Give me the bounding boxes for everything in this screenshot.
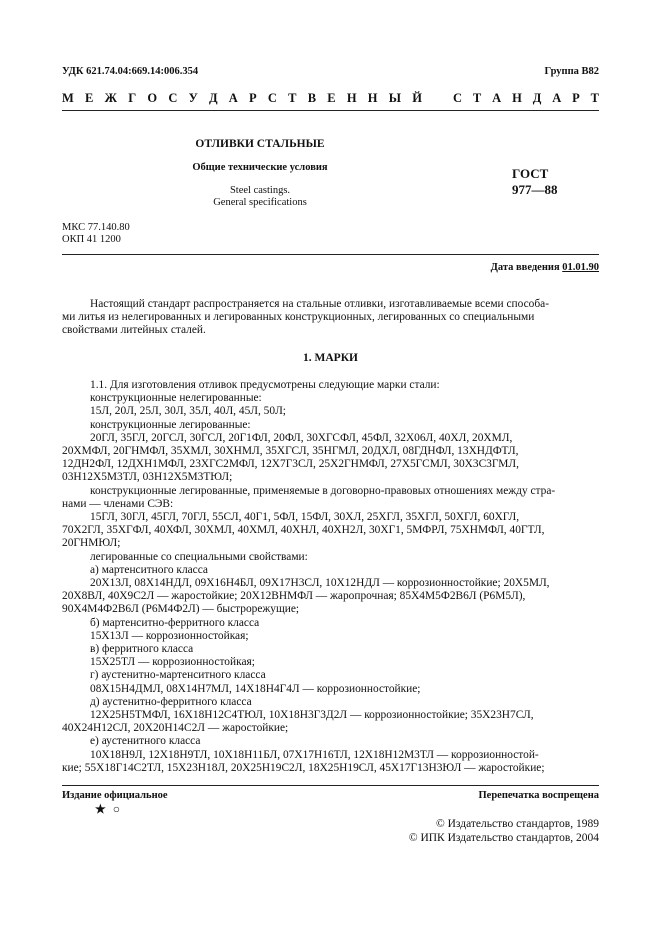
udk-code: УДК 621.74.04:669.14:006.354	[62, 66, 199, 77]
list-line: 12Х25Н5ТМФЛ, 16Х18Н12С4ТЮЛ, 10Х18Н3Г3Д2Л — коррозионностойкие; 35Х23Н7СЛ,	[90, 709, 534, 722]
list-line: 15ГЛ, 30ГЛ, 45ГЛ, 70ГЛ, 55СЛ, 40Г1, 5ФЛ, 15ФЛ, 30ХЛ, 25ХГЛ, 35ХГЛ, 50ХГЛ, 60ХГЛ,	[90, 511, 520, 524]
banner-letter: С	[453, 91, 463, 105]
list-line: 20ГЛ, 35ГЛ, 20ГСЛ, 30ГСЛ, 20Г1ФЛ, 20ФЛ, 30ХГСФЛ, 45ФЛ, 32Х06Л, 40ХЛ, 20ХМЛ,	[90, 431, 513, 444]
doc-subtitle-en: General specifications	[213, 197, 307, 208]
gost-label: ГОСТ	[512, 166, 549, 181]
list-line: кие; 55Х18Г14С2ТЛ, 15Х23Н18Л, 20Х25Н19С2Л, 18Х25Н19СЛ, 45Х17Г13Н3ЮЛ — жаростойкие;	[62, 761, 545, 774]
banner-letter: Е	[327, 91, 336, 105]
gost-number: 977—88	[512, 182, 558, 197]
list-line: 20Х8ВЛ, 40Х9С2Л — жаростойкие; 20Х12ВНМФЛ — жаропрочная; 85Х4М5Ф2В6Л (Р6М5Л),	[62, 590, 526, 603]
list-line: 15Л, 20Л, 25Л, 30Л, 35Л, 40Л, 45Л, 50Л;	[90, 405, 286, 418]
intro-paragraph	[62, 298, 599, 338]
intro-line: свойствами литейных сталей.	[62, 324, 206, 337]
list-line: 10Х18Н9Л, 12Х18Н9ТЛ, 10Х18Н11БЛ, 07Х17Н16ТЛ, 12Х18Н12М3ТЛ — коррозионностой-	[90, 748, 539, 761]
banner-letter: С	[168, 91, 178, 105]
effective-date-label: Дата введения	[490, 262, 560, 273]
list-line: нами — членами СЭВ:	[62, 497, 174, 510]
star-icon: ★	[95, 802, 106, 816]
banner-letter: А	[228, 91, 238, 105]
doc-subtitle-ru: Общие технические условия	[192, 162, 328, 173]
intro-line: Настоящий стандарт распространяется на стальные отливки, изготавливаемые всеми способа-	[90, 298, 550, 310]
banner-letter: О	[147, 91, 158, 105]
list-line: в) ферритного класса	[90, 643, 194, 656]
list-line: е) аустенитного класса	[90, 735, 201, 748]
banner-letter: Г	[128, 91, 137, 105]
list-line: конструкционные легированные, применяемые в договорно-правовых отношениях между стра-	[90, 484, 556, 497]
list-line: 70Х2ГЛ, 35ХГФЛ, 40ХФЛ, 30ХМЛ, 40ХМЛ, 40ХНЛ, 40ХН2Л, 30ХГ1, 5МФРЛ, 75ХНМФЛ, 40ГТЛ,	[62, 524, 545, 537]
banner-letter: С	[267, 91, 277, 105]
copyright-1989: © Издательство стандартов, 1989	[435, 818, 599, 830]
doc-title-ru: ОТЛИВКИ СТАЛЬНЫЕ	[195, 138, 325, 150]
list-line: 20ХМФЛ, 20ГНМФЛ, 35ХМЛ, 30ХНМЛ, 35ХГСЛ, 35НГМЛ, 20ДХЛ, 08ГДНФЛ, 13ХНДФТЛ,	[62, 445, 519, 458]
doc-title-en: Steel castings.	[229, 185, 291, 196]
standard-banner	[62, 91, 599, 106]
footer-rule	[62, 785, 599, 786]
list-line: легированные со специальными свойствами:	[90, 550, 308, 563]
banner-letter: Н	[367, 91, 378, 105]
banner-letter: Т	[472, 91, 482, 105]
list-line: д) аустенитно-ферритного класса	[90, 695, 252, 708]
banner-letter: Т	[590, 91, 599, 105]
banner-letter: Н	[512, 91, 522, 105]
grades-list	[62, 379, 599, 775]
banner-letter: Д	[532, 91, 542, 105]
banner-word-interstate	[62, 91, 422, 106]
list-line: 90Х4М4Ф2В6Л (Р6М4Ф2Л) — быстрорежущие;	[62, 603, 300, 616]
title-rule	[62, 254, 599, 255]
banner-letter: А	[492, 91, 502, 105]
banner-letter: Ж	[104, 91, 117, 105]
list-line: 03Н12Х5М3ТЛ, 03Н12Х5М3ТЮЛ;	[62, 471, 233, 484]
clause-1-1: 1.1. Для изготовления отливок предусмотрены следующие марки стали:	[90, 379, 440, 391]
list-line: 15Х13Л — коррозионностойкая;	[90, 629, 249, 642]
list-line: 20Х13Л, 08Х14НДЛ, 09Х16Н4БЛ, 09Х17Н3СЛ, 10Х12НДЛ — коррозионностойкие; 20Х5МЛ,	[90, 577, 550, 590]
group-code: Группа В82	[544, 66, 599, 77]
banner-letter: Й	[412, 91, 422, 105]
list-line: б) мартенситно-ферритного класса	[90, 616, 260, 629]
mks-code: МКС 77.140.80	[62, 222, 130, 233]
reprint-prohibited: Перепечатка воспрещена	[478, 790, 599, 801]
effective-date-value: 01.01.90	[562, 262, 599, 273]
banner-letter: Р	[249, 91, 257, 105]
list-line: 12ДН2ФЛ, 12ДХН1МФЛ, 23ХГС2МФЛ, 12Х7Г3СЛ, 25Х2ГНМФЛ, 27Х5ГСМЛ, 30Х3С3ГМЛ,	[62, 458, 520, 471]
list-line: конструкционные легированные:	[90, 418, 251, 431]
banner-letter: Д	[208, 91, 218, 105]
intro-line: ми литья из нелегированных и легированных конструкционных, легированных со специальными	[62, 311, 535, 324]
circle-icon: ○	[112, 802, 121, 816]
list-line: 15Х25ТЛ — коррозионностойкая;	[90, 656, 255, 669]
list-line: г) аустенитно-мартенситного класса	[90, 669, 266, 682]
list-line: конструкционные нелегированные:	[90, 392, 262, 405]
list-line: 20ГНМЮЛ;	[62, 537, 121, 550]
banner-word-standard	[453, 91, 599, 106]
banner-letter: В	[307, 91, 317, 105]
banner-letter: М	[62, 91, 74, 105]
banner-letter: Р	[572, 91, 580, 105]
official-edition: Издание официальное	[62, 790, 168, 801]
banner-letter: Е	[85, 91, 94, 105]
list-line: 08Х15Н4ДМЛ, 08Х14Н7МЛ, 14Х18Н4Г4Л — коррозионностойкие;	[90, 682, 421, 695]
copyright-2004: © ИПК Издательство стандартов, 2004	[408, 832, 599, 844]
copyright-block	[409, 817, 599, 845]
banner-letter: Т	[288, 91, 297, 105]
banner-letter: А	[552, 91, 562, 105]
okp-code: ОКП 41 1200	[62, 234, 121, 245]
header-rule	[62, 110, 599, 111]
list-line: 40Х24Н12СЛ, 20Х20Н14С2Л — жаростойкие;	[62, 722, 289, 735]
section-heading: 1. МАРКИ	[303, 352, 358, 364]
effective-date	[491, 262, 599, 273]
edition-marks	[95, 802, 120, 817]
banner-letter: Н	[346, 91, 357, 105]
banner-letter: У	[188, 91, 198, 105]
banner-letter: Ы	[388, 91, 402, 105]
list-line: а) мартенситного класса	[90, 563, 208, 576]
